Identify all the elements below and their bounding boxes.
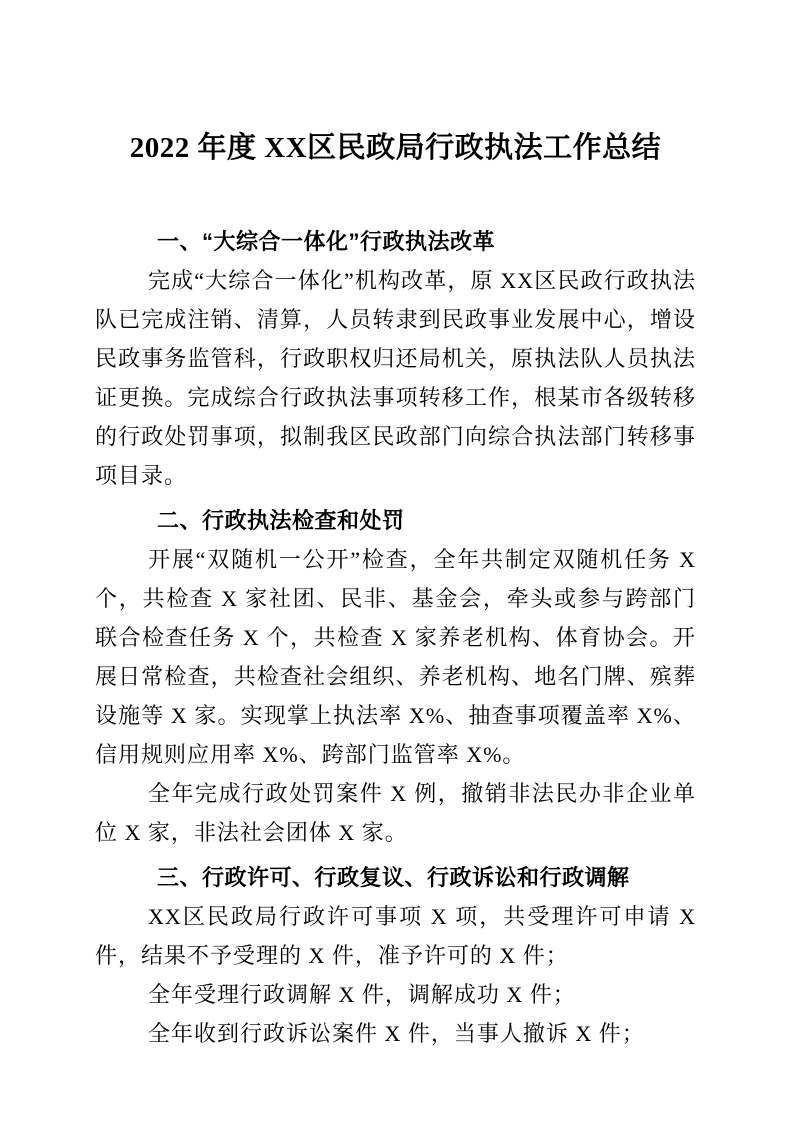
document-title: 2022 年度 XX区民政局行政执法工作总结: [129, 132, 662, 164]
section-3-paragraph-2: 全年受理行政调解 X 件，调解成功 X 件；: [148, 982, 576, 1007]
section-2-heading: 二、行政执法检查和处罚: [157, 508, 405, 533]
section-2-paragraph-2: 全年完成行政处罚案件 X 例，撤销非法民办非企业单位 X 家，非法社会团体 X 家。: [95, 781, 696, 845]
section-3-paragraph-3: 全年收到行政诉讼案件 X 件，当事人撤诉 X 件；: [148, 1021, 645, 1046]
section-1-heading: 一、“大综合一体化”行政执法改革: [157, 229, 496, 254]
section-2-paragraph-1: 开展“双随机一公开”检查，全年共制定双随机任务 X 个，共检查 X 家社团、民非、基金会，牵头或参与跨部门联合检查任务 X 个，共检查 X 家养老机构、体育协会。开展日常检查，共检查社会组织、养老机构、地名门牌、殡葬设施等 X 家。实现掌上执法率 X%、抽查事项覆盖率 X%、信用规则应用率 X%、跨部门监管率 X%。: [95, 547, 696, 767]
section-3-paragraph-1: XX区民政局行政许可事项 X 项，共受理许可申请 X 件，结果不予受理的 X 件，准予许可的 X 件；: [95, 904, 696, 968]
section-3-heading: 三、行政许可、行政复议、行政诉讼和行政调解: [157, 865, 630, 890]
section-1-paragraph-1: 完成“大综合一体化”机构改革，原 XX区民政行政执法队已完成注销、清算，人员转隶到民政事业发展中心，增设民政事务监管科，行政职权归还局机关，原执法队人员执法证更换。完成综合行政执法事项转移工作，根某市各级转移的行政处罚事项，拟制我区民政部门向综合执法部门转移事项目录。: [95, 268, 696, 488]
